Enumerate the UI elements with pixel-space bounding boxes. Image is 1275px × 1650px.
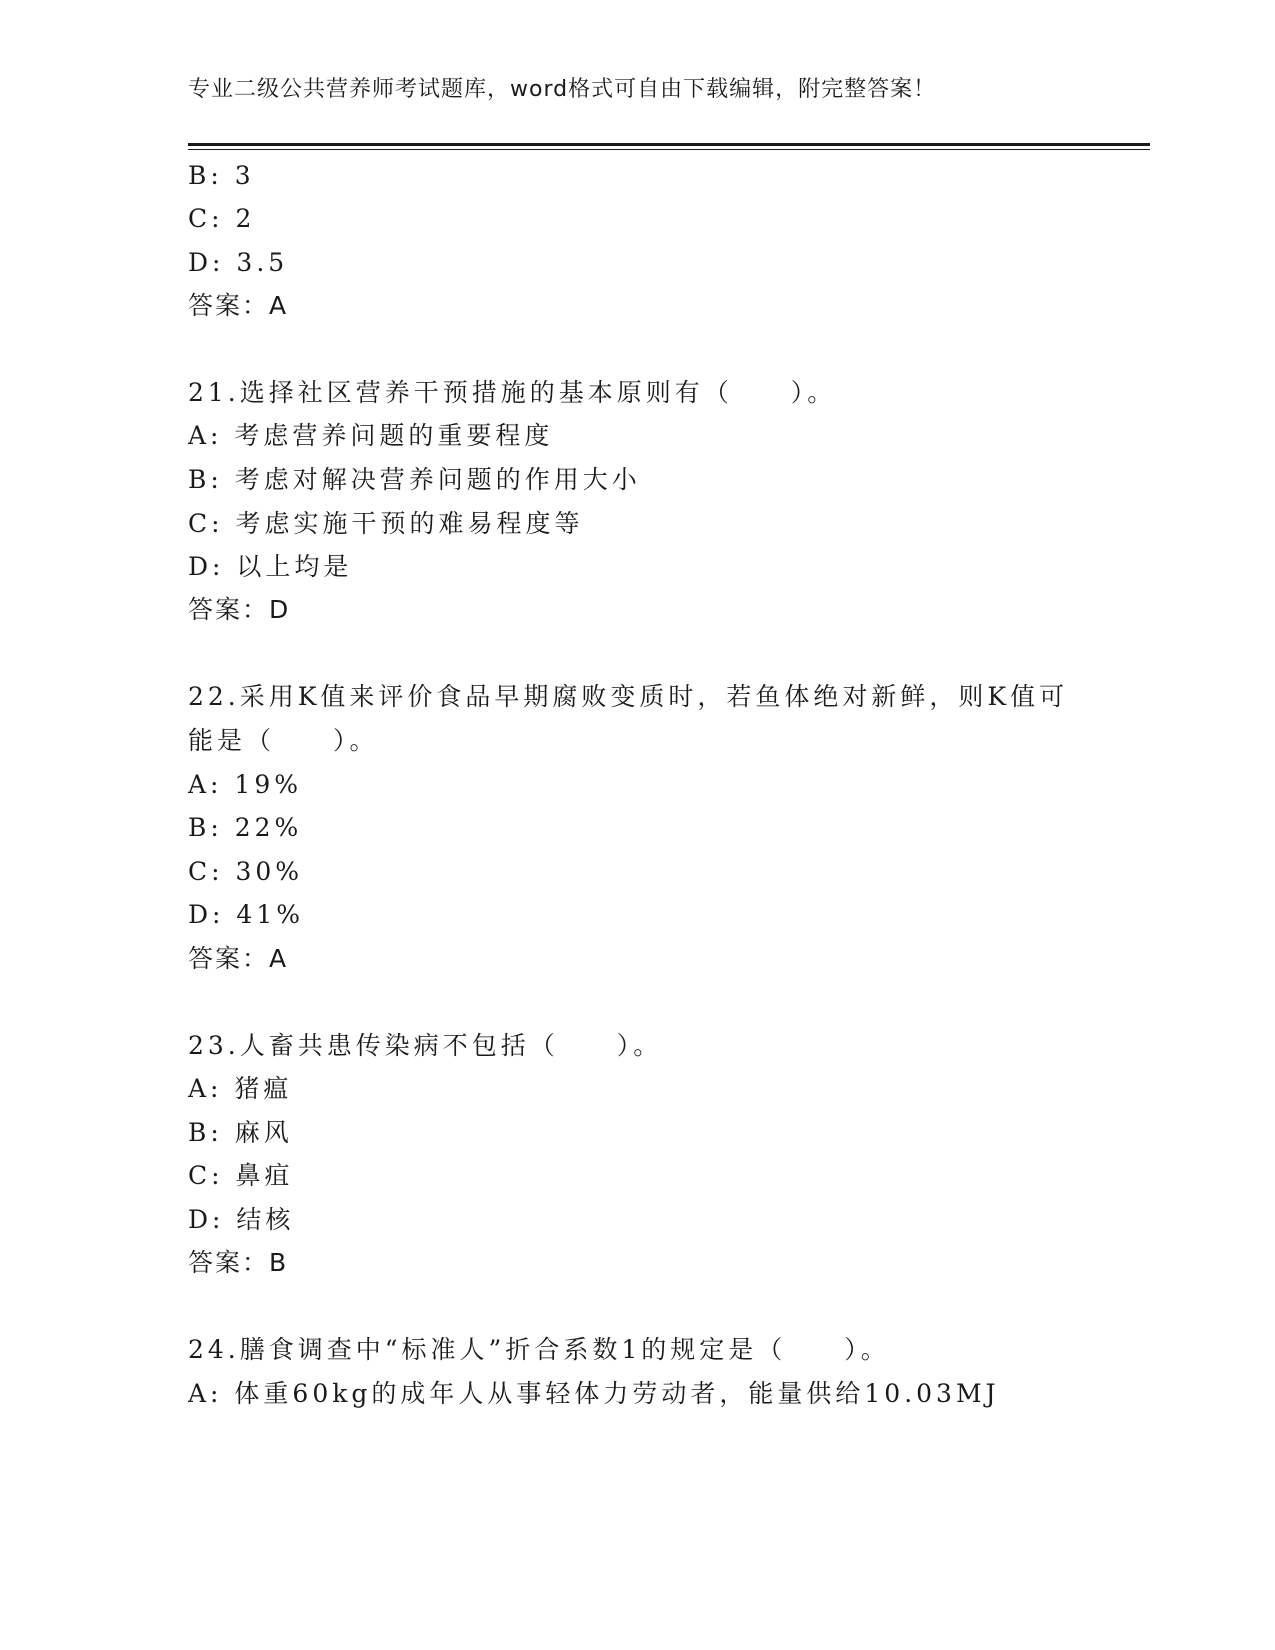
option-line: D: 3.5: [188, 248, 289, 277]
page-header: 专业二级公共营养师考试题库，word格式可自由下载编辑，附完整答案！: [188, 77, 937, 102]
option-line: B: 22%: [188, 813, 303, 842]
option-line: C: 30%: [188, 857, 304, 886]
question-line: 22.采用K值来评价食品早期腐败变质时，若鱼体绝对新鲜，则K值可: [188, 682, 1069, 711]
option-line: B: 3: [188, 161, 255, 190]
answer-line: 答案：D: [188, 595, 291, 624]
option-line: B: 麻风: [188, 1118, 293, 1147]
option-line: D: 以上均是: [188, 552, 353, 581]
question-line: 21.选择社区营养干预措施的基本原则有（ ）。: [188, 378, 837, 407]
option-line: B: 考虑对解决营养问题的作用大小: [188, 465, 641, 494]
answer-line: 答案：B: [188, 1248, 289, 1277]
option-line: A: 19%: [188, 770, 302, 799]
option-line: A: 考虑营养问题的重要程度: [188, 421, 554, 450]
header-rule-thin: [188, 149, 1150, 150]
answer-line: 答案：A: [188, 291, 289, 320]
option-line: A: 体重60kg的成年人从事轻体力劳动者，能量供给10.03MJ: [188, 1379, 1000, 1408]
question-line: 23.人畜共患传染病不包括（ ）。: [188, 1031, 663, 1060]
option-line: C: 2: [188, 204, 256, 233]
option-line: D: 结核: [188, 1205, 295, 1234]
option-line: C: 鼻疽: [188, 1161, 294, 1190]
question-line: 24.膳食调查中“标准人”折合系数1的规定是（ ）。: [188, 1335, 890, 1364]
option-line: A: 猪瘟: [188, 1074, 293, 1103]
header-rule-thick: [188, 143, 1150, 146]
answer-line: 答案：A: [188, 944, 289, 973]
question-line: 能是（ ）。: [188, 726, 379, 755]
option-line: D: 41%: [188, 900, 304, 929]
option-line: C: 考虑实施干预的难易程度等: [188, 509, 584, 538]
